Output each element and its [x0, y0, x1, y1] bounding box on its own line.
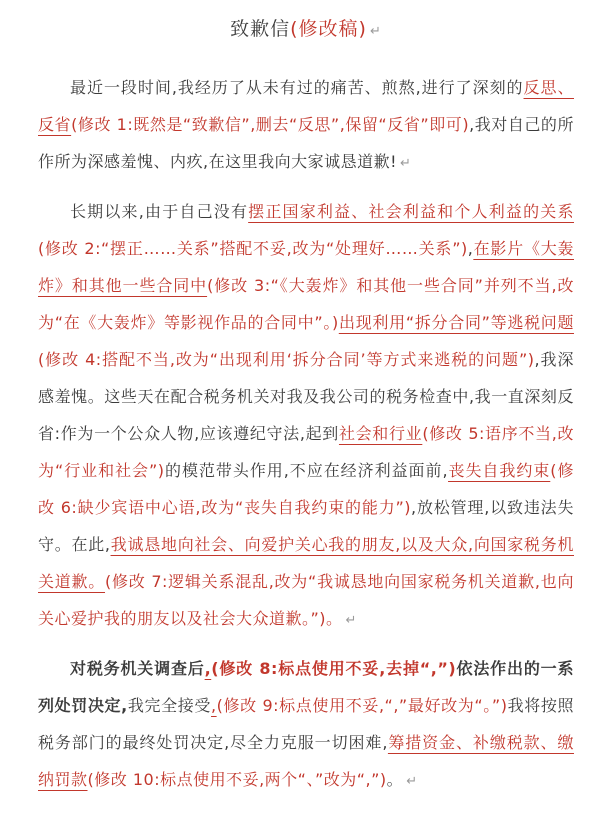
title-text: 致歉信 — [230, 18, 291, 40]
marked-text: , — [204, 659, 212, 678]
paragraph-mark-icon: ↵ — [345, 613, 357, 628]
revision-note: (修改 2:“摆正……关系”搭配不妥,改为“处理好……关系”) — [38, 239, 468, 258]
paragraph-mark-icon: ↵ — [400, 156, 412, 171]
revision-note: (修改 3:“《大轰炸》和其他一些合同”并列不当,改为“在《大轰炸》等影视作品的合同中”。) — [38, 276, 574, 332]
revision-note: (修改 4:搭配不当,改为“出现利用‘拆分合同’等方式来逃税的问题”) — [38, 350, 535, 369]
text-run: ,我对自己的所作所为深感羞愧、内疚,在这里我向大家诚恳道歉! — [38, 115, 574, 171]
marked-text: 摆正国家利益、社会利益和个人利益的关系 — [248, 202, 574, 221]
marked-text: 在影片《大轰炸》和其他一些合同中 — [38, 239, 574, 295]
revision-note: (修改 5:语序不当,改为“行业和社会”) — [38, 424, 574, 480]
paragraph-mark-icon: ↵ — [406, 774, 418, 789]
marked-text: 丧失自我约束 — [448, 461, 551, 480]
paragraph-mark-icon: ↵ — [369, 24, 382, 39]
text-run: 对税务机关调查后 — [70, 659, 205, 678]
text-run: 最近一段时间,我经历了从未有过的痛苦、煎熬,进行了深刻的 — [70, 78, 524, 97]
text-run: 依法作出的一系列处罚决定, — [38, 659, 574, 715]
revision-note: (修改 8:标点使用不妥,去掉“,”) — [211, 659, 457, 678]
document-body — [38, 69, 574, 800]
revision-note: (修改 1:既然是“致歉信”,删去“反思”,保留“反省”即可) — [71, 115, 470, 134]
marked-text: , — [211, 696, 217, 715]
text-run: 我完全接受 — [127, 696, 212, 715]
revision-note: (修改 10:标点使用不妥,两个“、”改为“,”) — [87, 770, 387, 789]
text-run: ,放松管理,以致违法失守。在此, — [38, 498, 574, 554]
document-title — [38, 16, 574, 45]
revision-note: (修改 7:逻辑关系混乱,改为“我诚恳地向国家税务机关道歉,也向关心爱护我的朋友以及社会大众道歉。”)。 — [38, 572, 574, 628]
title-revision-label: (修改稿) — [290, 18, 367, 40]
marked-text: 筹措资金、补缴税款、缴纳罚款 — [38, 733, 574, 789]
text-run: 。 — [386, 770, 404, 789]
marked-text: 我诚恳地向社会、向爱护关心我的朋友,以及大众,向国家税务机关道歉。 — [38, 535, 574, 591]
revision-note: (修改 6:缺少宾语中心语,改为“丧失自我约束的能力”) — [38, 461, 574, 517]
marked-text: 社会和行业 — [338, 424, 423, 443]
revision-note: (修改 9:标点使用不妥,“,”最好改为“。”) — [216, 696, 508, 715]
text-run: 的模范带头作用,不应在经济利益面前, — [164, 461, 449, 480]
paragraph — [38, 650, 574, 800]
text-run: ,我深感羞愧。这些天在配合税务机关对我及我公司的税务检查中,我一直深刻反省:作为一个公众人物,应该遵纪守法,起到 — [38, 350, 574, 443]
paragraph — [38, 193, 574, 639]
text-run: 长期以来,由于自己没有 — [70, 202, 249, 221]
text-run: 我将按照税务部门的最终处罚决定,尽全力克服一切困难, — [38, 696, 574, 752]
marked-text: 反思、反省 — [38, 78, 574, 134]
marked-text: 出现利用“拆分合同”等逃税问题 — [338, 313, 574, 332]
text-run: , — [467, 239, 474, 258]
paragraph — [38, 69, 574, 182]
